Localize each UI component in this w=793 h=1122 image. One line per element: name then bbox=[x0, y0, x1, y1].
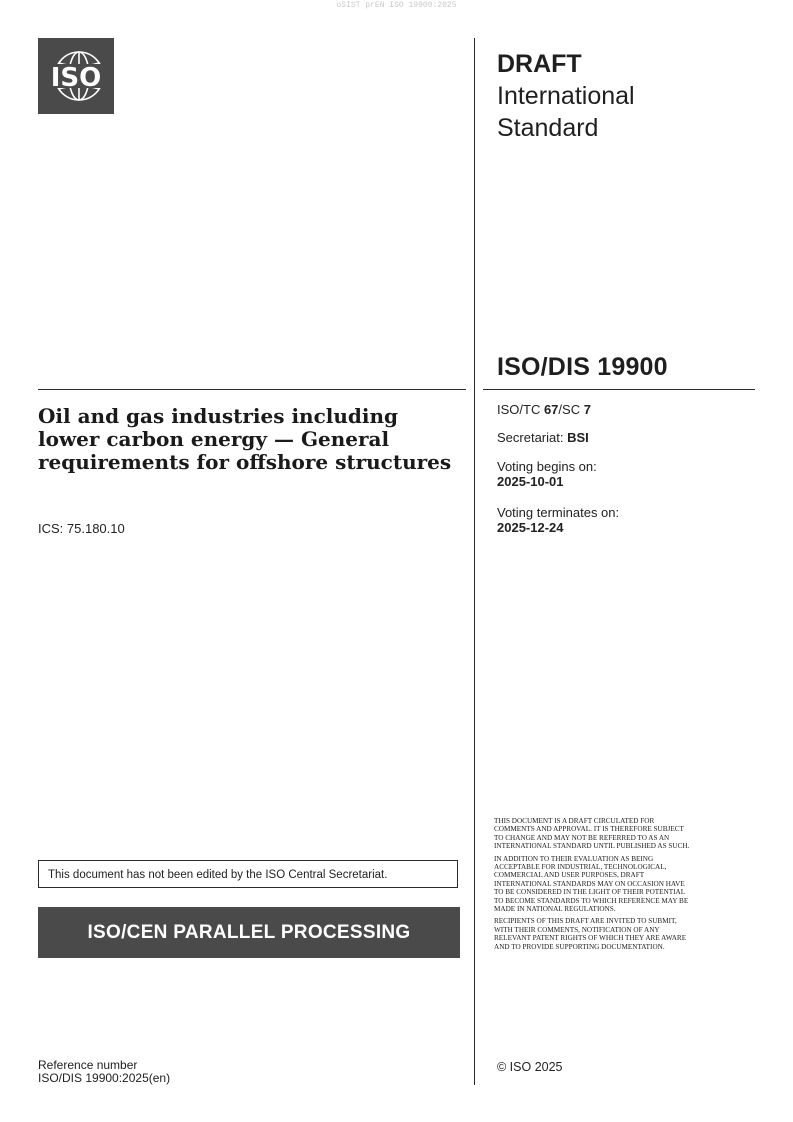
draft-standard: Standard bbox=[497, 114, 599, 142]
voting-terminates bbox=[497, 505, 619, 535]
disclaimer-paragraph-3: RECIPIENTS OF THIS DRAFT ARE INVITED TO SUBMIT, WITH THEIR COMMENTS, NOTIFICATION OF ANY RELEVANT PATENT RIGHTS OF WHICH THEY ARE AWARE AND TO PROVIDE SUPPORTING DOCUMENTATION. bbox=[494, 917, 687, 951]
draft-heading bbox=[497, 48, 635, 144]
title-rule-left bbox=[38, 389, 466, 390]
editing-notice: This document has not been edited by the ISO Central Secretariat. bbox=[38, 860, 458, 888]
disclaimer-paragraph-1: THIS DOCUMENT IS A DRAFT CIRCULATED FOR COMMENTS AND APPROVAL. IT IS THEREFORE SUBJECT TO CHANGE AND MAY NOT BE REFERRED TO AS AN INTERNATIONAL STANDARD UNTIL PUBLISHED AS SUCH. bbox=[494, 817, 690, 851]
voting-terminates-date: 2025-12-24 bbox=[497, 520, 564, 535]
committee-sc: 7 bbox=[583, 402, 591, 417]
secretariat-label: Secretariat: bbox=[497, 430, 568, 445]
iso-globe-icon bbox=[38, 38, 114, 114]
committee-tc: 67 bbox=[543, 402, 559, 417]
committee-line bbox=[497, 402, 591, 417]
voting-begins bbox=[497, 459, 597, 489]
ics-code: ICS: 75.180.10 bbox=[38, 521, 125, 536]
draft-disclaimer bbox=[494, 817, 694, 955]
column-divider bbox=[474, 38, 475, 1085]
document-watermark: oSIST prEN ISO 19900:2025 bbox=[336, 1, 457, 10]
title-rule-right bbox=[483, 389, 755, 390]
iso-logo bbox=[38, 38, 114, 114]
secretariat-line bbox=[497, 430, 589, 445]
voting-begins-label: Voting begins on: bbox=[497, 459, 597, 474]
disclaimer-paragraph-2: IN ADDITION TO THEIR EVALUATION AS BEING ACCEPTABLE FOR INDUSTRIAL, TECHNOLOGICAL, COMMERCIAL AND USER PURPOSES, DRAFT INTERNATIONAL STANDARDS MAY ON OCCASION HAVE TO BE CONSIDERED IN THE LIGHT OF THEIR POTENTIAL TO BECOME STANDARDS TO WHICH REFERENCE MAY BE MADE IN NATIONAL REGULATIONS. bbox=[494, 854, 689, 914]
reference-label: Reference number bbox=[38, 1058, 138, 1072]
voting-terminates-label: Voting terminates on: bbox=[497, 505, 620, 520]
copyright: © ISO 2025 bbox=[497, 1060, 563, 1074]
draft-international: International bbox=[497, 82, 635, 110]
draft-label: DRAFT bbox=[497, 50, 582, 78]
committee-prefix: ISO/TC bbox=[497, 402, 544, 417]
reference-number bbox=[38, 1059, 170, 1085]
reference-value: ISO/DIS 19900:2025(en) bbox=[38, 1071, 171, 1085]
logo-text: ISO bbox=[50, 63, 102, 93]
document-title: Oil and gas industries including lower carbon energy — General requirements for offshore structures bbox=[38, 404, 452, 474]
committee-mid: /SC bbox=[558, 402, 584, 417]
voting-begins-date: 2025-10-01 bbox=[497, 474, 564, 489]
parallel-processing-banner: ISO/CEN PARALLEL PROCESSING bbox=[38, 907, 460, 958]
document-number: ISO/DIS 19900 bbox=[497, 353, 668, 381]
secretariat-value: BSI bbox=[567, 430, 589, 445]
